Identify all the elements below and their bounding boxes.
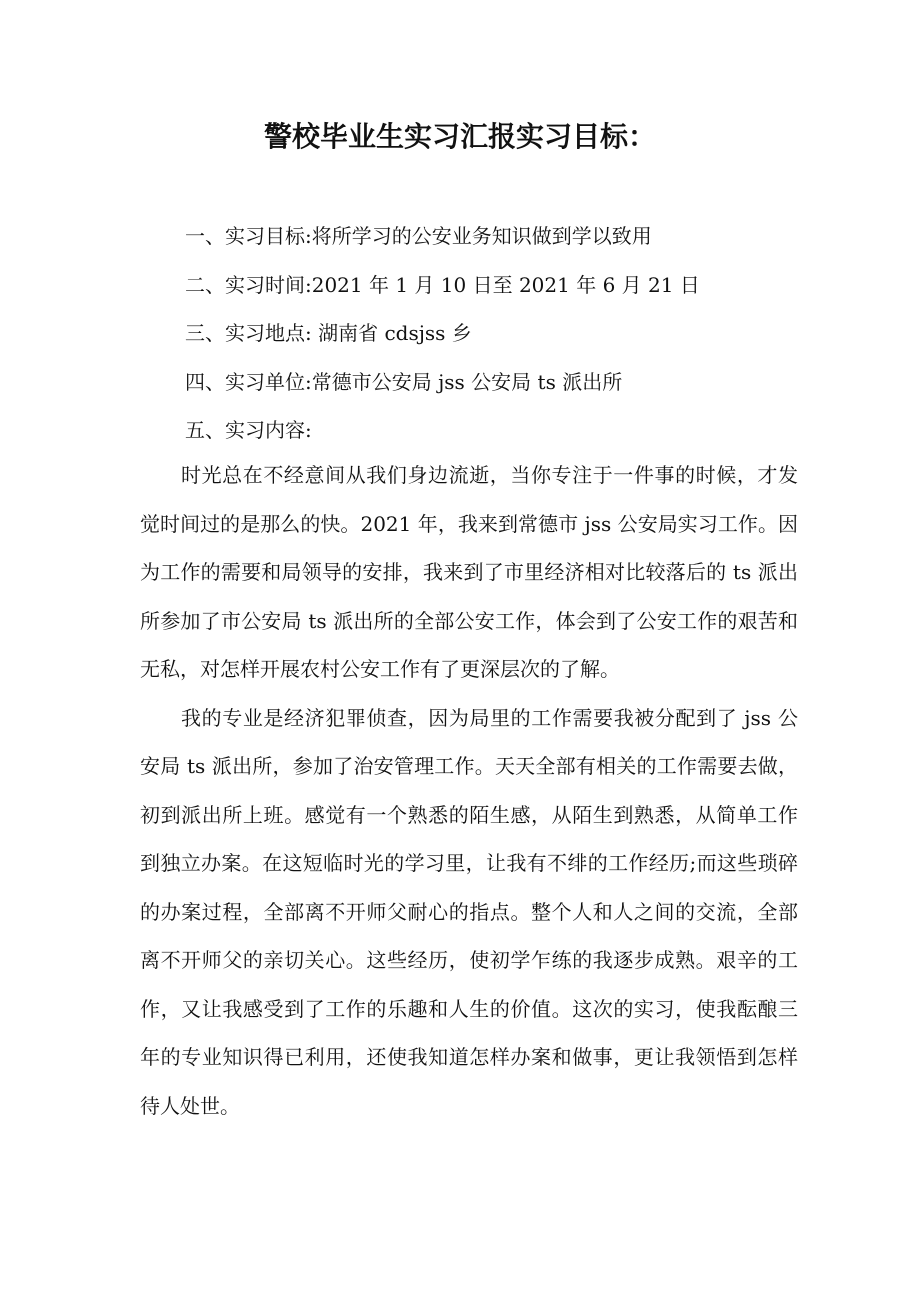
info-item-location: 三、实习地点: 湖南省 cdsjss 乡: [185, 321, 472, 345]
info-item-content: 五、实习内容:: [185, 418, 312, 442]
document-body: [140, 451, 798, 1130]
body-paragraph-2: 我的专业是经济犯罪侦查，因为局里的工作需要我被分配到了 jss 公安局 ts 派出所，参加了治安管理工作。天天全部有相关的工作需要去做，初到派出所上班。感觉有一个熟悉的陌生感，从陌生到熟悉，从简单工作到独立办案。在这短临时光的学习里，让我有不绯的工作经历;而这些琐碎的办案过程，全部离不开师父耐心的指点。整个人和人之间的交流，全部离不开师父的亲切关心。这些经历，使初学乍练的我逐步成熟。艰辛的工作，又让我感受到了工作的乐趣和人生的价值。这次的实习，使我酝酿三年的专业知识得已利用，还使我知道怎样办案和做事，更让我领悟到怎样待人处世。: [140, 705, 798, 1118]
info-item-goal: 一、实习目标:将所学习的公安业务知识做到学以致用: [185, 224, 652, 248]
body-paragraph-1: 时光总在不经意间从我们身边流逝，当你专注于一件事的时候，才发觉时间过的是那么的快。2021 年，我来到常德市 jss 公安局实习工作。因为工作的需要和局领导的安排，我来到了市里经济相对比较落后的 ts 派出所参加了市公安局 ts 派出所的全部公安工作，体会到了公安工作的艰苦和无私，对怎样开展农村公安工作有了更深层次的了解。: [140, 463, 798, 681]
internship-info-list: [185, 212, 805, 455]
info-item-unit: 四、实习单位:常德市公安局 jss 公安局 ts 派出所: [185, 369, 623, 394]
info-item-time: 二、实习时间:2021 年 1 月 10 日至 2021 年 6 月 21 日: [185, 272, 700, 297]
document-title: 警校毕业生实习汇报实习目标：: [263, 120, 656, 153]
